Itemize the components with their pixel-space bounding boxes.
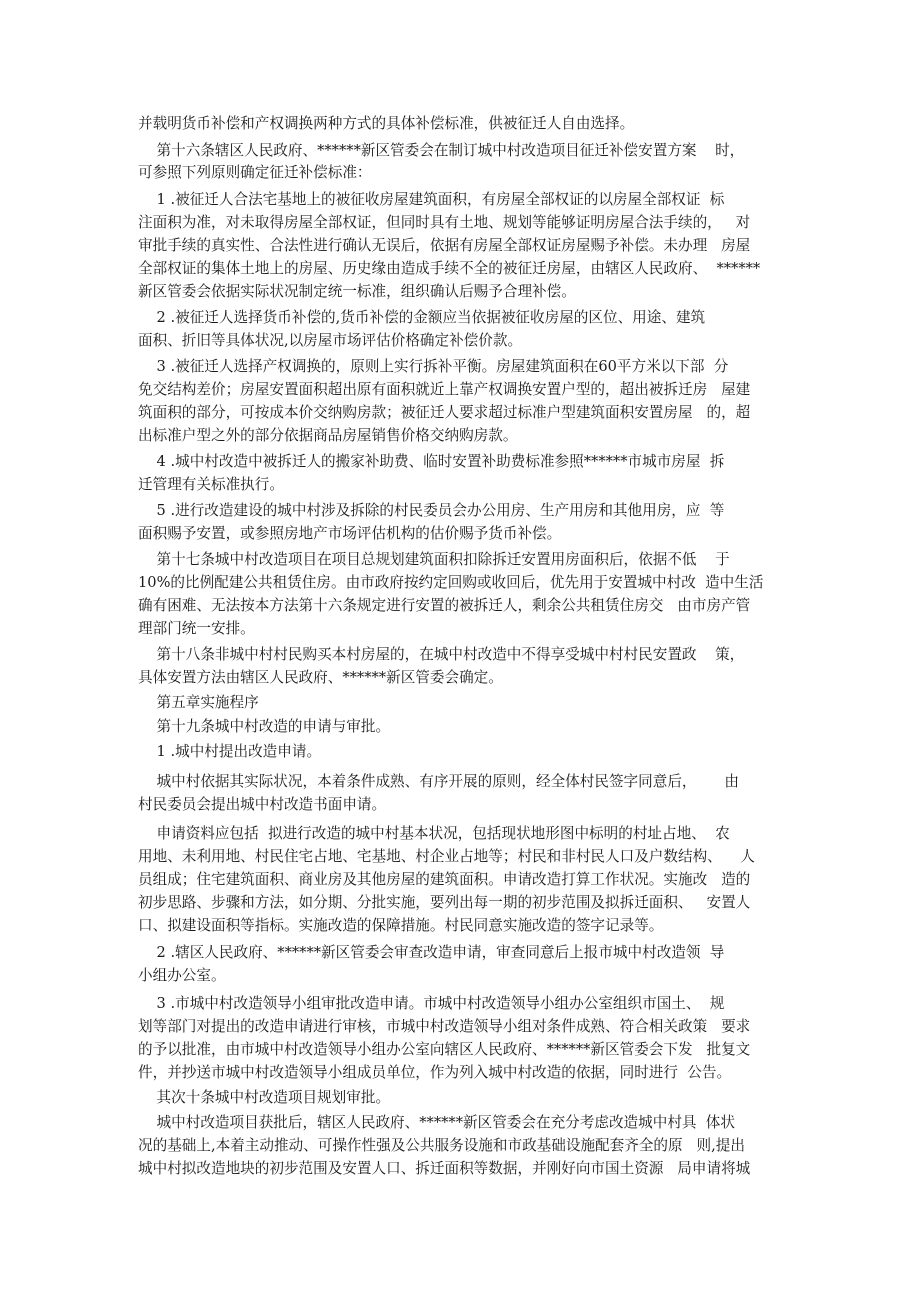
- text-line: 划等部门对提出的改造申请进行审核，市城中村改造领导小组对条件成熟、符合相关政策 要求: [138, 1018, 751, 1035]
- text-line: 4 .城中村改造中被拆迁人的搬家补助费、临时安置补助费标准参照******市城市房屋 拆: [138, 453, 725, 470]
- text-line: 第十六条辖区人民政府、******新区管委会在制订城中村改造项目征迁补偿安置方案 时，: [138, 142, 745, 159]
- text-line: 2 .被征迁人选择货币补偿的,货币补偿的金额应当依据被征收房屋的区位、用途、建筑: [138, 309, 706, 326]
- text-line: 确有困难、无法按本方法第十六条规定进行安置的被拆迁人，剩余公共租赁住房交 由市房产管: [138, 597, 751, 614]
- text-line: 全部权证的集体土地上的房屋、历史缘由造成手续不全的被征迁房屋，由辖区人民政府、 ******: [138, 260, 761, 277]
- text-line: 口、拟建设面积等指标。实施改造的保障措施。村民同意实施改造的签字记录等。: [138, 917, 664, 934]
- text-line: 出标准户型之外的部分依据商品房屋销售价格交纳购房款。: [138, 427, 518, 444]
- text-line: 的予以批准，由市城中村改造领导小组办公室向辖区人民政府、******新区管委会下发 批复文: [138, 1041, 751, 1058]
- text-line: 面积、折旧等具体状况,以房屋市场评估价格确定补偿价款。: [138, 332, 523, 349]
- text-line: 初步思路、步骤和方法，如分期、分批实施，要列出每一期的初步范围及拟拆迁面积、 安置人: [138, 894, 751, 911]
- text-line: 城中村拟改造地块的初步范围及安置人口、拆迁面积等数据，并刚好向市国土资源 局申请将城: [138, 1160, 751, 1177]
- text-line: 3 .被征迁人选择产权调换的，原则上实行拆补平衡。房屋建筑面积在60平方米以下部 分: [138, 358, 729, 375]
- text-line: 新区管委会依据实际状况制定统一标准，组织确认后赐予合理补偿。: [138, 283, 576, 300]
- text-line: 城中村改造项目获批后，辖区人民政府、******新区管委会在充分考虑改造城中村具 体状: [138, 1114, 735, 1131]
- text-line: 第十八条非城中村村民购买本村房屋的，在城中村改造中不得享受城中村村民安置政 策，: [138, 646, 745, 663]
- text-line: 城中村依据其实际状况，本着条件成熟、有序开展的原则，经全体村民签字同意后， 由: [138, 773, 739, 790]
- text-line: 免交结构差价；房屋安置面积超出原有面积就近上靠产权调换安置户型的，超出被拆迁房 屋建: [138, 381, 751, 398]
- text-line: 员组成；住宅建筑面积、商业房及其他房屋的建筑面积。申请改造打算工作状况。实施改 造的: [138, 871, 751, 888]
- text-line: 筑面积的部分，可按成本价交纳购房款；被征迁人要求超过标准户型建筑面积安置房屋 的，超: [138, 404, 751, 421]
- text-line: 第十七条城中村改造项目在项目总规划建筑面积扣除拆迁安置用房面积后，依据不低 于: [138, 551, 730, 568]
- text-line: 具体安置方法由辖区人民政府、******新区管委会确定。: [138, 669, 503, 686]
- text-line: 面积赐予安置，或参照房地产市场评估机构的估价赐予货币补偿。: [138, 525, 562, 542]
- text-line: 注面积为准，对未取得房屋全部权证，但同时具有土地、规划等能够证明房屋合法手续的， 对: [138, 214, 751, 231]
- text-line: 1 .被征迁人合法宅基地上的被征收房屋建筑面积，有房屋全部权证的以房屋全部权证 标: [138, 191, 725, 208]
- text-line: 2 .辖区人民政府、******新区管委会审查改造申请，审查同意后上报市城中村改造领 导: [138, 944, 725, 961]
- text-line: 申请资料应包括 拟进行改造的城中村基本状况，包括现状地形图中标明的村址占地、 农: [138, 825, 730, 842]
- text-line: 用地、未利用地、村民住宅占地、宅基地、村企业占地等；村民和非村民人口及户数结构、 人: [138, 848, 755, 865]
- text-line: 3 .市城中村改造领导小组审批改造申请。市城中村改造领导小组办公室组织市国土、 规: [138, 995, 725, 1012]
- text-line: 并载明货币补偿和产权调换两种方式的具体补偿标准，供被征迁人自由选择。: [138, 115, 635, 132]
- text-line: 况的基础上,本着主动推动、可操作性强及公共服务设施和市政基础设施配套齐全的原 则,提出: [138, 1137, 745, 1154]
- text-line: 可参照下列原则确定征迁补偿标准：: [138, 164, 372, 181]
- section-heading: 第五章实施程序: [138, 694, 259, 711]
- text-line: 审批手续的真实性、合法性进行确认无误后，依据有房屋全部权证房屋赐予补偿。未办理 房屋: [138, 237, 751, 254]
- text-line: 其次十条城中村改造项目规划审批。: [138, 1089, 391, 1106]
- text-line: 10%的比例配建公共租赁住房。由市政府按约定回购或收回后，优先用于安置城中村改 造中生活: [138, 574, 764, 591]
- text-line: 迁管理有关标准执行。: [138, 476, 284, 493]
- text-line: 第十九条城中村改造的申请与审批。: [138, 718, 391, 735]
- text-line: 件，并抄送市城中村改造领导小组成员单位，作为列入城中村改造的依据，同时进行 公告。: [138, 1064, 732, 1081]
- text-line: 5 .进行改造建设的城中村涉及拆除的村民委员会办公用房、生产用房和其他用房，应 等: [138, 502, 725, 519]
- text-line: 村民委员会提出城中村改造书面申请。: [138, 796, 387, 813]
- text-line: 1 .城中村提出改造申请。: [138, 743, 322, 760]
- text-line: 小组办公室。: [138, 967, 226, 984]
- text-line: 理部门统一安排。: [138, 620, 255, 637]
